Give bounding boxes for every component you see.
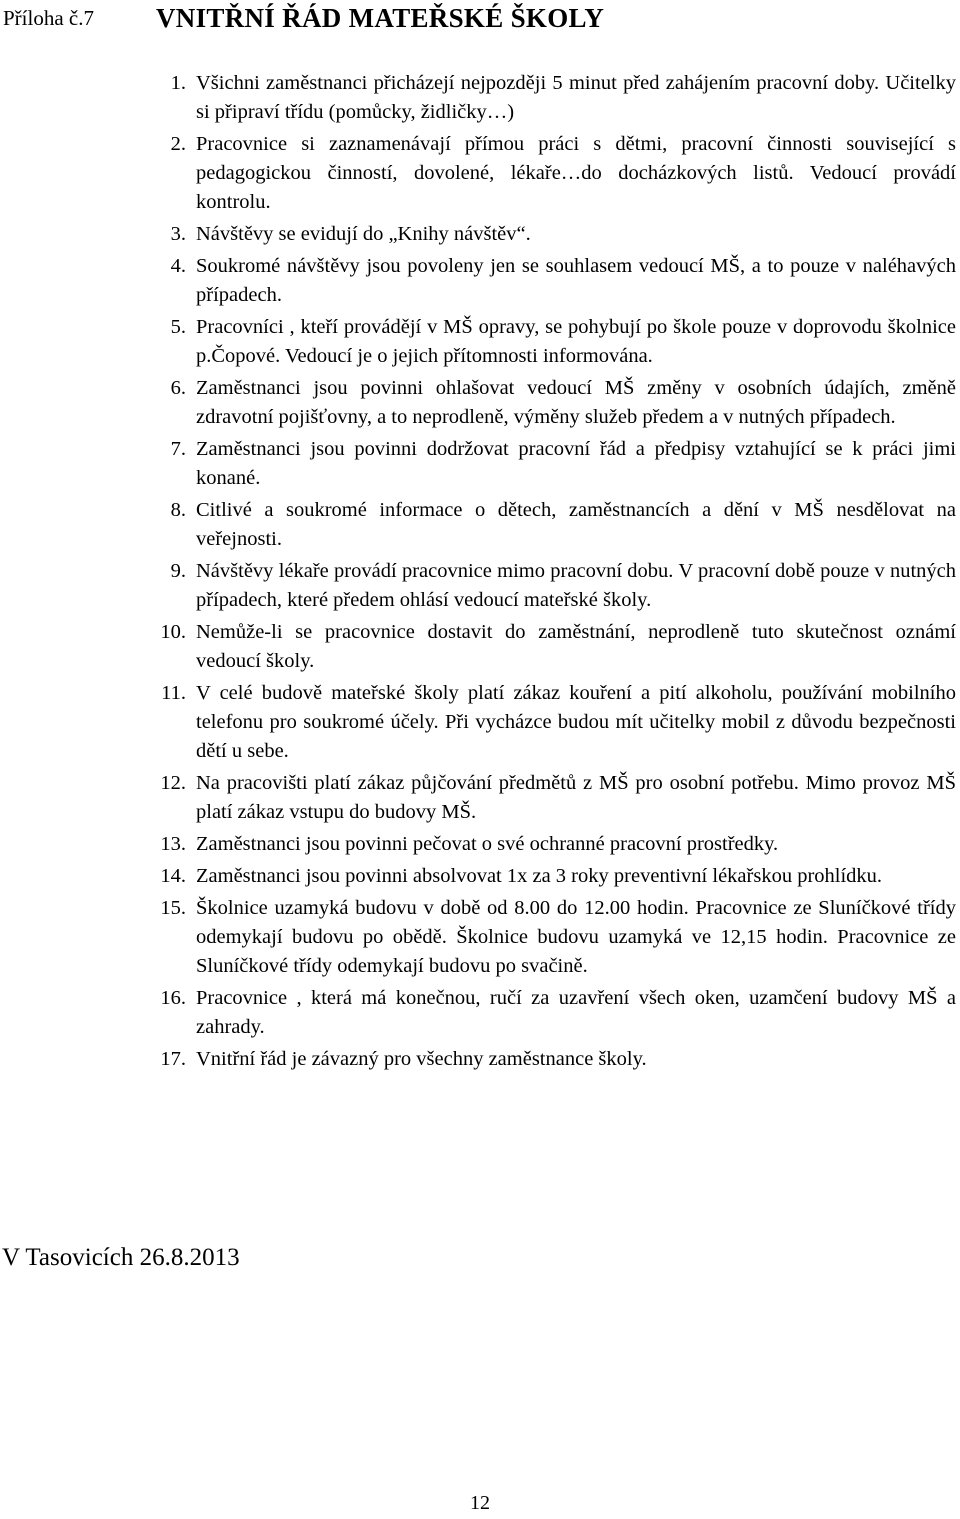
rule-text: Návštěvy se evidují do „Knihy návštěv“.	[196, 223, 531, 245]
rule-text: Pracovnice , která má konečnou, ručí za uzavření všech oken, uzamčení budovy MŠ a zahrady.	[196, 987, 956, 1038]
rule-item	[0, 69, 956, 127]
rule-item	[0, 220, 956, 249]
rule-number: 8.	[170, 499, 186, 521]
rules-list	[0, 69, 956, 1077]
rule-number: 1.	[170, 72, 186, 94]
rule-item	[0, 830, 956, 859]
rule-item	[0, 130, 956, 217]
rule-number: 6.	[170, 377, 186, 399]
attachment-label: Příloha č.7	[3, 6, 94, 30]
rule-number: 9.	[170, 560, 186, 582]
rule-text: Zaměstnanci jsou povinni ohlašovat vedoucí MŠ změny v osobních údajích, změně zdravotní pojišťovny, a to neprodleně, výměny služeb předem a v nutných případech.	[196, 377, 956, 428]
rule-number: 16.	[160, 987, 186, 1009]
rule-item	[0, 679, 956, 766]
rule-number: 15.	[160, 897, 186, 919]
rule-text: Citlivé a soukromé informace o dětech, zaměstnancích a dění v MŠ nesdělovat na veřejnosti.	[196, 499, 956, 550]
rule-item	[0, 435, 956, 493]
rule-number: 13.	[160, 833, 186, 855]
rule-text: Návštěvy lékaře provádí pracovnice mimo pracovní dobu. V pracovní době pouze v nutných případech, které předem ohlásí vedoucí mateřské školy.	[196, 560, 956, 611]
rule-number: 4.	[170, 255, 186, 277]
rule-item	[0, 862, 956, 891]
rule-item	[0, 374, 956, 432]
rule-text: Zaměstnanci jsou povinni pečovat o své ochranné pracovní prostředky.	[196, 833, 779, 855]
rule-number: 2.	[170, 133, 186, 155]
rule-item	[0, 557, 956, 615]
rule-item	[0, 496, 956, 554]
rule-item	[0, 894, 956, 981]
rule-text: Zaměstnanci jsou povinni absolvovat 1x za 3 roky preventivní lékařskou prohlídku.	[196, 865, 883, 887]
rule-number: 14.	[160, 865, 186, 887]
place-date: V Tasovicích 26.8.2013	[2, 1244, 240, 1271]
rule-item	[0, 618, 956, 676]
rule-number: 12.	[160, 772, 186, 794]
rule-number: 3.	[170, 223, 186, 245]
rule-text: V celé budově mateřské školy platí zákaz kouření a pití alkoholu, používání mobilního telefonu pro soukromé účely. Při vycházce budou mít učitelky mobil z důvodu bezpečnosti dětí u sebe.	[196, 682, 956, 762]
page-number: 12	[470, 1492, 490, 1514]
rule-text: Pracovníci , kteří provádějí v MŠ opravy, se pohybují po škole pouze v doprovodu školnice p.Čopové. Vedoucí je o jejich přítomnosti informována.	[196, 316, 956, 367]
rule-number: 17.	[160, 1048, 186, 1070]
rule-text: Vnitřní řád je závazný pro všechny zaměstnance školy.	[196, 1048, 647, 1070]
rule-number: 5.	[170, 316, 186, 338]
rule-text: Nemůže-li se pracovnice dostavit do zaměstnání, neprodleně tuto skutečnost oznámí vedoucí školy.	[196, 621, 956, 672]
rule-item	[0, 313, 956, 371]
rule-number: 10.	[160, 621, 186, 643]
rule-text: Na pracovišti platí zákaz půjčování předmětů z MŠ pro osobní potřebu. Mimo provoz MŠ platí zákaz vstupu do budovy MŠ.	[196, 772, 956, 823]
rule-text: Všichni zaměstnanci přicházejí nejpozději 5 minut před zahájením pracovní doby. Učitelky si připraví třídu (pomůcky, židličky…)	[196, 72, 956, 123]
rule-item	[0, 769, 956, 827]
rule-text: Soukromé návštěvy jsou povoleny jen se souhlasem vedoucí MŠ, a to pouze v naléhavých případech.	[196, 255, 956, 306]
rule-text: Školnice uzamyká budovu v době od 8.00 do 12.00 hodin. Pracovnice ze Sluníčkové třídy odemykají budovu po obědě. Školnice budovu uzamyká ve 12,15 hodin. Pracovnice ze Sluníčkové třídy odemykají budovu po svačině.	[196, 897, 956, 977]
rule-item	[0, 984, 956, 1042]
rule-item	[0, 252, 956, 310]
rule-text: Zaměstnanci jsou povinni dodržovat pracovní řád a předpisy vztahující se k práci jimi konané.	[196, 438, 956, 489]
rule-text: Pracovnice si zaznamenávají přímou práci s dětmi, pracovní činnosti související s pedagogickou činností, dovolené, lékaře…do docházkových listů. Vedoucí provádí kontrolu.	[196, 133, 956, 213]
rule-number: 7.	[170, 438, 186, 460]
rule-number: 11.	[161, 682, 186, 704]
document-title: VNITŘNÍ ŘÁD MATEŘSKÉ ŠKOLY	[156, 3, 605, 33]
rule-item	[0, 1045, 956, 1074]
